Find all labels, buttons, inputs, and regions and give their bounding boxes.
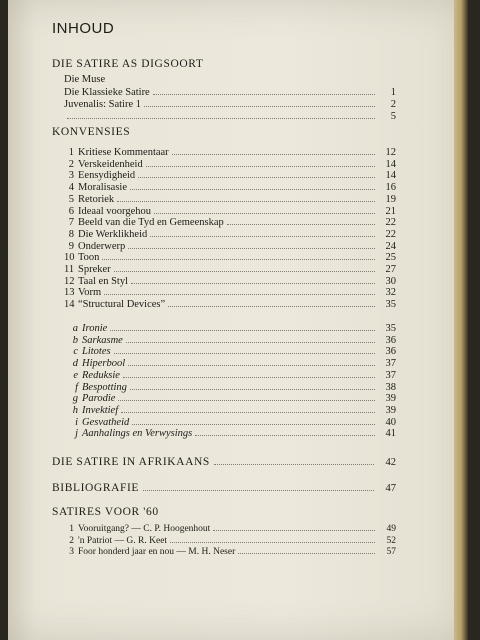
toc-entry <box>70 416 396 428</box>
toc-entry <box>64 228 396 240</box>
page-number: 39 <box>385 404 396 416</box>
page-number: 47 <box>385 483 396 494</box>
toc-entry <box>64 110 396 122</box>
entry-number: 1 <box>69 524 74 534</box>
toc-entry <box>64 158 396 170</box>
page-number: 49 <box>386 524 396 534</box>
toc-entry <box>64 86 396 98</box>
page-number: 36 <box>385 346 396 358</box>
toc-entry <box>64 193 396 205</box>
toc-entry <box>70 404 396 416</box>
dot-leader <box>108 74 375 82</box>
entry-number: c <box>73 346 78 358</box>
page-number: 37 <box>385 369 396 381</box>
page-number: 19 <box>385 193 396 205</box>
toc-entry <box>70 427 396 439</box>
toc-entry <box>64 298 396 310</box>
page-number: 42 <box>385 457 396 468</box>
page-number: 35 <box>385 323 396 334</box>
entry-label: Sarkasme <box>82 334 123 346</box>
entry-number: a <box>72 323 78 334</box>
dot-leader <box>118 392 375 401</box>
entry-number: e <box>73 369 78 381</box>
entry-label: “Structural Devices” <box>78 299 166 311</box>
page-number: 12 <box>385 147 396 158</box>
entry-label: Vorm <box>78 287 102 299</box>
page-number: 32 <box>385 287 396 299</box>
dot-leader <box>143 482 374 491</box>
toc-entry <box>64 205 396 217</box>
entry-label: Ideaal voorgehou <box>78 205 151 217</box>
entry-label: Vooruitgang? — C. P. Hoogenhout <box>78 524 211 534</box>
page-number: 41 <box>385 428 396 440</box>
page-number: 37 <box>385 358 396 370</box>
page-number: 16 <box>385 182 396 194</box>
dot-leader <box>150 228 375 237</box>
toc-entry <box>64 169 396 181</box>
toc-entry <box>64 240 396 252</box>
toc-entry <box>64 146 396 158</box>
page-number: 27 <box>385 264 396 275</box>
dot-leader <box>195 427 375 436</box>
toc-entry <box>64 251 396 263</box>
dot-leader <box>126 334 375 343</box>
entry-label: Spreker <box>78 264 111 275</box>
page-edge <box>454 0 468 640</box>
entry-number: 2 <box>69 535 74 546</box>
entry-number: 7 <box>68 217 74 229</box>
entry-label: Toon <box>78 252 100 264</box>
toc-entry <box>64 181 396 193</box>
entry-label: Gesvatheid <box>82 416 130 428</box>
toc-entry <box>64 534 396 546</box>
section-heading-bibliografie: BIBLIOGRAFIE <box>52 482 140 494</box>
dot-leader <box>214 456 374 465</box>
section-heading-afrikaans: DIE SATIRE IN AFRIKAANS <box>52 456 210 468</box>
page-number: 25 <box>385 252 396 264</box>
dot-leader <box>227 216 375 225</box>
entry-number: d <box>72 358 78 370</box>
page-number: 52 <box>386 535 396 546</box>
page-number: 14 <box>385 170 396 182</box>
toc-entry <box>70 357 396 369</box>
dot-leader <box>146 158 375 167</box>
dot-leader <box>130 381 375 390</box>
entry-label: Bespotting <box>82 381 127 393</box>
entry-number: 5 <box>68 193 74 205</box>
page-number: 24 <box>385 240 396 252</box>
entry-number: 6 <box>68 205 74 217</box>
entry-label: Litotes <box>82 346 111 358</box>
dot-leader <box>128 357 375 366</box>
dot-leader <box>172 146 375 155</box>
page-number: 2 <box>390 99 396 110</box>
entry-number: f <box>75 381 78 393</box>
toc-entry <box>70 381 396 393</box>
entry-label: Beeld van die Tyd en Gemeenskap <box>78 217 224 229</box>
toc-entry <box>64 545 396 557</box>
entry-label: Juvenalis: Satire 1 <box>64 99 141 110</box>
dot-leader <box>132 416 375 425</box>
dot-leader <box>213 522 375 531</box>
entry-label: Eensydigheid <box>78 170 136 182</box>
page-number: 30 <box>385 275 396 287</box>
entry-label: 'n Patriot — G. R. Keet <box>78 535 168 546</box>
dot-leader <box>114 345 375 354</box>
dot-leader <box>121 404 375 413</box>
page-number: 39 <box>385 393 396 405</box>
entry-number: 13 <box>64 287 75 299</box>
dot-leader <box>130 181 375 190</box>
toc-entry <box>70 345 396 357</box>
entry-number: b <box>72 334 78 346</box>
dot-leader <box>104 286 375 295</box>
toc-entry <box>70 392 396 404</box>
dot-leader <box>144 98 375 107</box>
entry-number: h <box>72 404 78 416</box>
dot-leader <box>110 322 375 331</box>
entry-number: 14 <box>64 299 75 311</box>
book-page <box>8 0 468 640</box>
toc-entry <box>64 275 396 287</box>
entry-label: Die Werklikheid <box>78 228 148 240</box>
entry-label: Hiperbool <box>82 358 126 370</box>
page-number: 22 <box>385 217 396 229</box>
toc-entry <box>64 98 396 110</box>
entry-label: Die Muse <box>64 74 106 85</box>
page-number: 38 <box>385 381 396 393</box>
entry-label: Die Klassieke Satire <box>64 87 150 98</box>
entry-number: 9 <box>68 240 74 252</box>
entry-label: Verskeidenheid <box>78 158 143 170</box>
section-heading-satires: SATIRES VOOR '60 <box>52 506 159 518</box>
dot-leader <box>153 86 375 95</box>
page-number: 22 <box>385 228 396 240</box>
dot-leader <box>67 110 375 119</box>
entry-number: 10 <box>64 252 75 264</box>
page-number: 57 <box>386 547 396 557</box>
entry-number: j <box>75 428 78 440</box>
entry-number: 11 <box>64 264 75 275</box>
section-heading-konvensies: KONVENSIES <box>52 126 131 138</box>
dot-leader <box>238 545 375 554</box>
entry-number: 3 <box>69 547 74 557</box>
entry-label: Onderwerp <box>78 240 126 252</box>
entry-label: Ironie <box>82 323 108 334</box>
toc-entry <box>64 74 396 86</box>
dot-leader <box>131 275 375 284</box>
page-number: 1 <box>390 87 396 98</box>
entry-number: 2 <box>68 158 74 170</box>
entry-number: 4 <box>68 182 74 194</box>
toc-entry <box>64 263 396 275</box>
section-heading-digsoort: DIE SATIRE AS DIGSOORT <box>52 58 204 70</box>
toc-entry <box>70 369 396 381</box>
page-number: 21 <box>385 205 396 217</box>
entry-label: Parodie <box>82 393 116 405</box>
page-number: 35 <box>385 299 396 311</box>
page-number: 5 <box>390 111 396 122</box>
entry-number: i <box>75 416 78 428</box>
section-bibliografie-entry <box>52 482 396 494</box>
toc-entry <box>64 216 396 228</box>
entry-number: 3 <box>68 170 74 182</box>
dot-leader <box>128 240 375 249</box>
toc-entry <box>70 334 396 346</box>
dot-leader <box>138 169 375 178</box>
dot-leader <box>123 369 375 378</box>
entry-label: Invektief <box>82 404 119 416</box>
entry-label: Kritiese Kommentaar <box>78 147 169 158</box>
section-afrikaans-entry <box>52 456 396 468</box>
dot-leader <box>117 193 375 202</box>
toc-entry <box>64 522 396 534</box>
page-number: 36 <box>385 334 396 346</box>
entry-label: Aanhalings en Verwysings <box>82 428 193 440</box>
entry-label: Foor honderd jaar en nou — M. H. Neser <box>78 547 236 557</box>
dot-leader <box>170 534 375 543</box>
entry-number: g <box>72 393 78 405</box>
entry-label: Moralisasie <box>78 182 127 194</box>
dot-leader <box>114 263 375 272</box>
toc-entry <box>70 322 396 334</box>
entry-number: 1 <box>68 147 74 158</box>
entry-number: 8 <box>68 228 74 240</box>
page-number: 14 <box>385 158 396 170</box>
entry-number: 12 <box>64 275 75 287</box>
dot-leader <box>102 251 375 260</box>
entry-label: Retoriek <box>78 193 115 205</box>
dot-leader <box>154 205 375 214</box>
dot-leader <box>168 298 375 307</box>
toc-entry <box>64 286 396 298</box>
entry-label: Taal en Styl <box>78 275 129 287</box>
entry-label: Reduksie <box>82 369 120 381</box>
page-title: INHOUD <box>52 20 115 37</box>
page-number: 40 <box>385 416 396 428</box>
